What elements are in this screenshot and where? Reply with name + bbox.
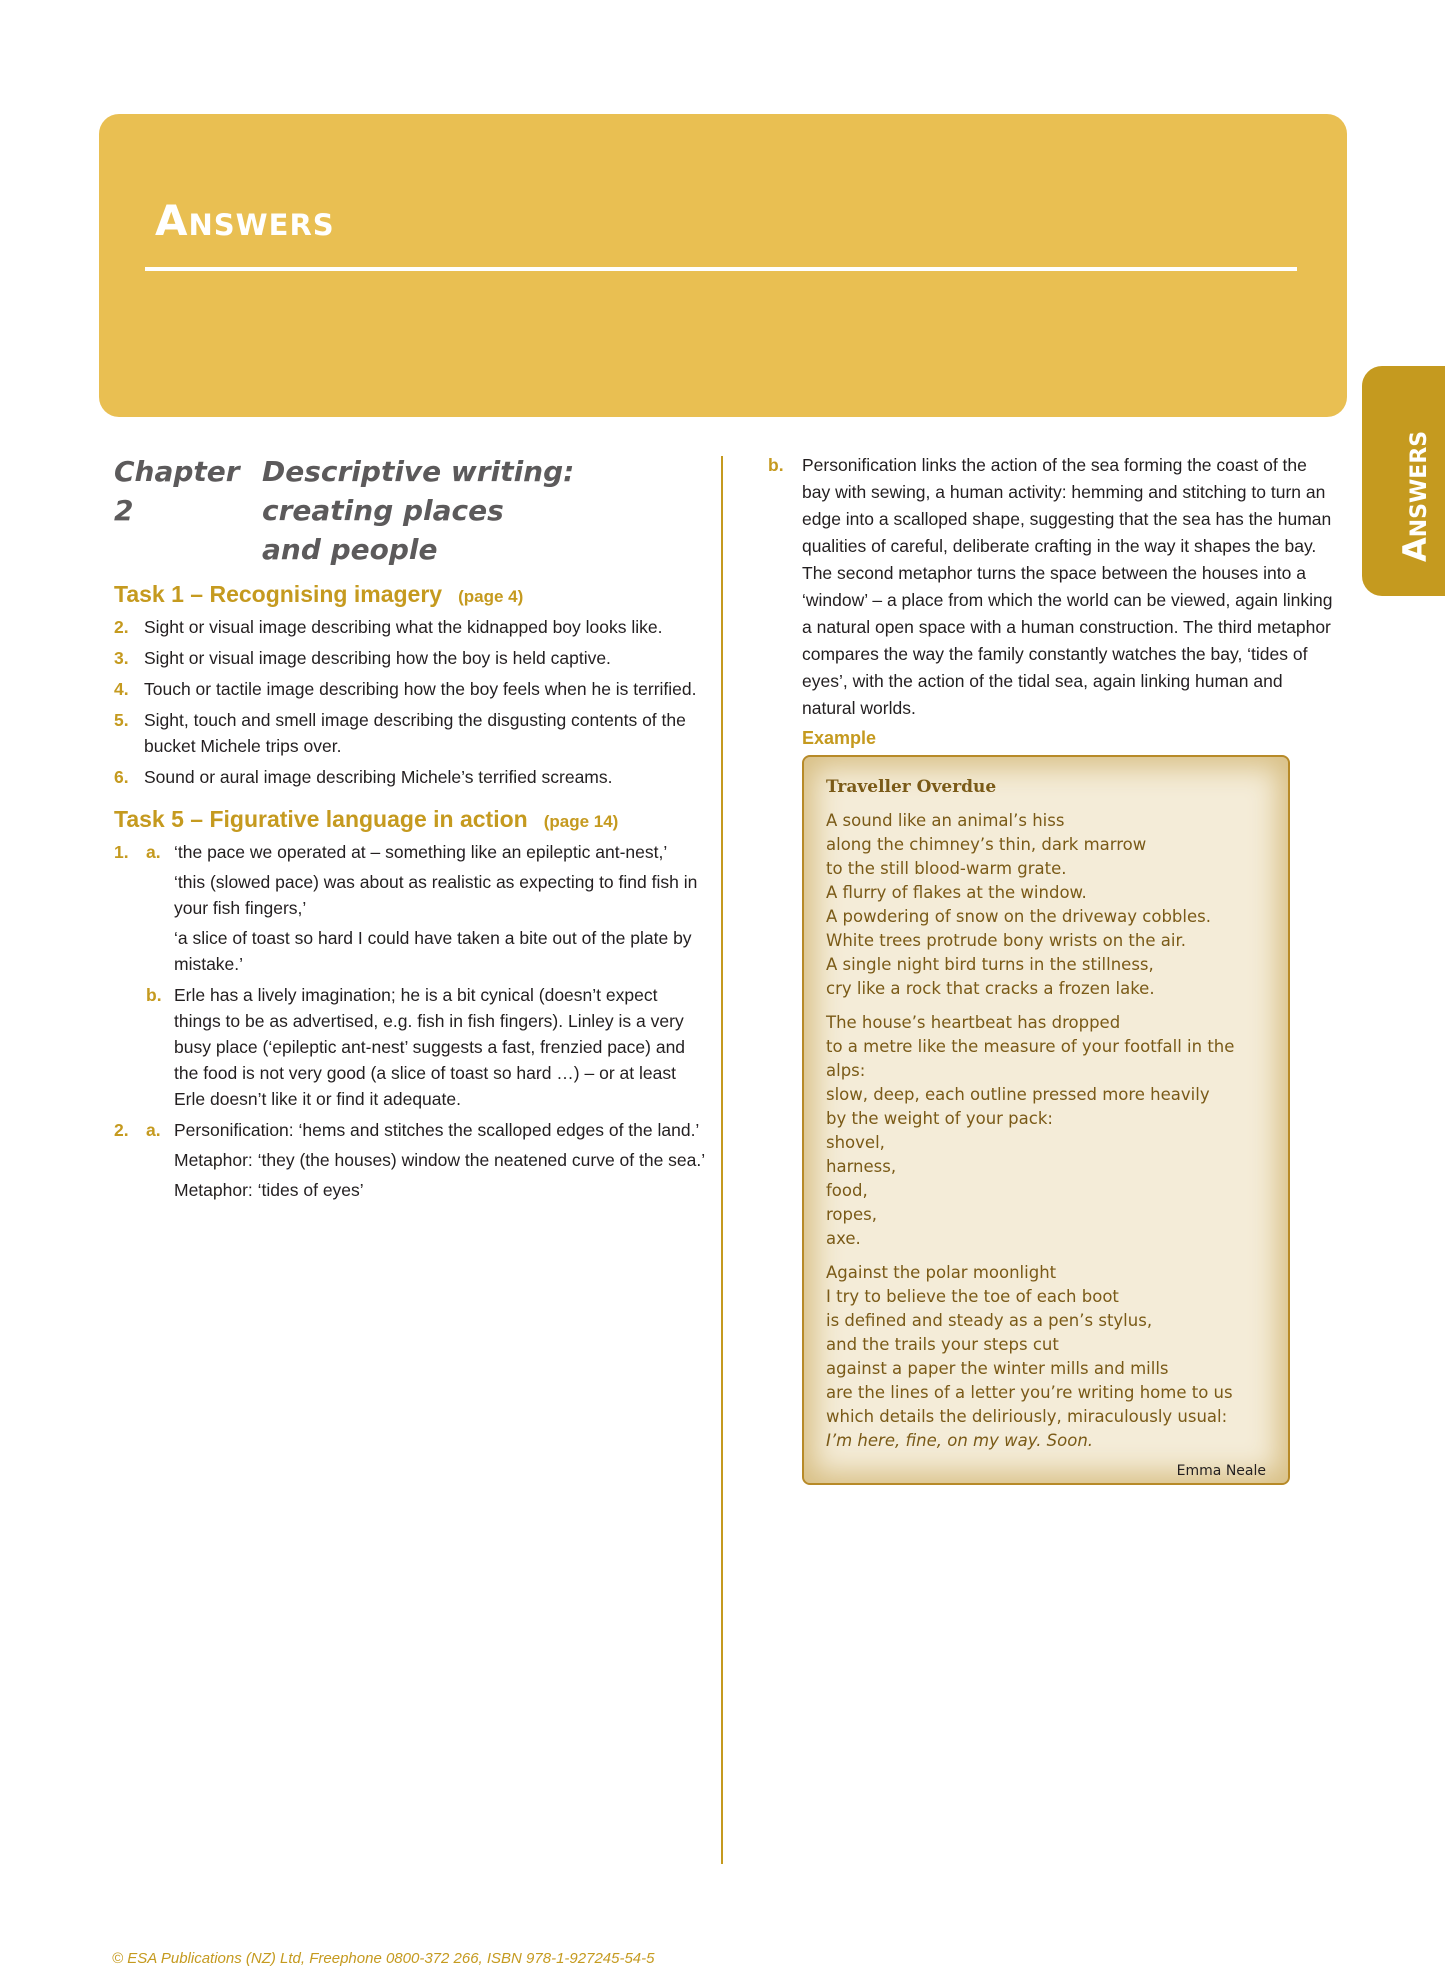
item-text: Personification: ‘hems and stitches the scalloped edges of the land.’	[174, 1120, 700, 1140]
poem-line: food,	[826, 1181, 868, 1200]
task5-heading	[114, 806, 708, 833]
poem-stanza-2	[826, 1011, 1266, 1251]
chapter-title-line1: Descriptive writing: creating places	[262, 455, 575, 527]
poem-line: A powdering of snow on the driveway cobbles.	[826, 907, 1211, 926]
poem-last-line: I’m here, fine, on my way. Soon.	[826, 1431, 1094, 1450]
side-tab-label: Answers	[1396, 430, 1434, 562]
task5-title: Task 5 – Figurative language in action	[114, 806, 528, 832]
list-item	[114, 982, 708, 1112]
poem-title: Traveller Overdue	[826, 777, 997, 797]
poem-line: by the weight of your pack:	[826, 1109, 1053, 1128]
item-text: Sight, touch and smell image describing the disgusting contents of the bucket Michele trips over.	[144, 710, 686, 756]
item-text: ‘a slice of toast so hard I could have taken a bite out of the plate by mistake.’	[174, 928, 692, 974]
task5-page: (page 14)	[543, 812, 619, 831]
item-letter: a.	[146, 842, 161, 862]
item-text: Touch or tactile image describing how the boy feels when he is terrified.	[144, 679, 697, 699]
answers-banner	[99, 114, 1347, 417]
chapter-title	[262, 452, 708, 569]
item-text: Metaphor: ‘tides of eyes’	[174, 1180, 364, 1200]
chapter-title-line2: and people	[262, 533, 438, 566]
item-number: 5.	[114, 710, 129, 730]
poem-line: shovel,	[826, 1133, 885, 1152]
item-number: 6.	[114, 767, 129, 787]
list-item	[114, 676, 708, 702]
poem-line: I try to believe the toe of each boot	[826, 1287, 1119, 1306]
item-text: Erle has a lively imagination; he is a bit cynical (doesn’t expect things to be as advertised, e.g. fish in fish fingers). Linley is a very busy place (‘epileptic ant-nest’ suggests a fast, frenzied pace) and the food is not very good (a slice of toast so hard …) – or at least Erle doesn’t like it or find it adequate.	[174, 985, 686, 1109]
list-item	[114, 764, 708, 790]
item-letter: b.	[146, 985, 162, 1005]
item-text: Sound or aural image describing Michele’s terrified screams.	[144, 767, 613, 787]
poem-line: which details the deliriously, miraculously usual:	[826, 1407, 1228, 1426]
poem-line: cry like a rock that cracks a frozen lake.	[826, 979, 1155, 998]
footer-copyright: © ESA Publications (NZ) Ltd, Freephone 0800-372 266, ISBN 978-1-927245-54-5	[112, 1950, 655, 1967]
banner-rule	[145, 267, 1297, 271]
list-item	[768, 452, 1333, 722]
task1-heading	[114, 581, 708, 608]
poem-line: Against the polar moonlight	[826, 1263, 1057, 1282]
poem-line: slow, deep, each outline pressed more heavily	[826, 1085, 1210, 1104]
list-item	[114, 1117, 708, 1203]
poem-line: and the trails your steps cut	[826, 1335, 1059, 1354]
left-column	[114, 452, 708, 1208]
item-text: ‘this (slowed pace) was about as realistic as expecting to find fish in your fish fingers,’	[174, 872, 698, 918]
poem-line: are the lines of a letter you’re writing home to us	[826, 1383, 1233, 1402]
list-item	[114, 645, 708, 671]
item-number: 3.	[114, 648, 129, 668]
list-item	[114, 839, 708, 977]
poem-line: White trees protrude bony wrists on the air.	[826, 931, 1186, 950]
poem-line: along the chimney’s thin, dark marrow	[826, 835, 1147, 854]
poem-line: The house’s heartbeat has dropped	[826, 1013, 1121, 1032]
chapter-number: Chapter 2	[114, 455, 240, 527]
item-number: 2.	[114, 1120, 129, 1140]
poem-line: is defined and steady as a pen’s stylus,	[826, 1311, 1153, 1330]
item-number: 2.	[114, 617, 129, 637]
poem-line: A single night bird turns in the stillness,	[826, 955, 1154, 974]
item-number: 1.	[114, 842, 129, 862]
poem-line: harness,	[826, 1157, 897, 1176]
item-letter: a.	[146, 1120, 161, 1140]
poem-line: to a metre like the measure of your footfall in the alps:	[826, 1037, 1235, 1080]
item-text: Sight or visual image describing what the kidnapped boy looks like.	[144, 617, 663, 637]
list-item	[114, 614, 708, 640]
item-letter: b.	[768, 455, 784, 475]
poem-line: to the still blood-warm grate.	[826, 859, 1067, 878]
poem-line: against a paper the winter mills and mills	[826, 1359, 1169, 1378]
example-label: Example	[802, 728, 877, 748]
poem-line: A sound like an animal’s hiss	[826, 811, 1065, 830]
banner-title: Answers	[155, 196, 335, 245]
right-column	[768, 452, 1333, 1485]
poem-line: ropes,	[826, 1205, 877, 1224]
item-number: 4.	[114, 679, 129, 699]
column-divider	[721, 456, 723, 1864]
item-text: Metaphor: ‘they (the houses) window the neatened curve of the sea.’	[174, 1150, 706, 1170]
poem-line: axe.	[826, 1229, 861, 1248]
item-text: Personification links the action of the sea forming the coast of the bay with sewing, a human activity: hemming and stitching to turn an edge into a scalloped shape, suggesting that the sea has the human qualities of careful, deliberate crafting in the way it shapes the bay. The second metaphor turns the space between the houses into a ‘window’ – a place from which the world can be viewed, again linking a natural open space with a human construction. The third metaphor compares the way the family constantly watches the bay, ‘tides of eyes’, with the action of the tidal sea, again linking human and natural worlds.	[802, 455, 1333, 718]
item-text: Sight or visual image describing how the boy is held captive.	[144, 648, 611, 668]
poem-line: A flurry of flakes at the window.	[826, 883, 1087, 902]
item-text: ‘the pace we operated at – something like an epileptic ant-nest,’	[174, 842, 668, 862]
side-tab	[1362, 366, 1445, 596]
task1-title: Task 1 – Recognising imagery	[114, 581, 443, 607]
poem-box	[802, 755, 1290, 1485]
poem-stanza-3	[826, 1261, 1266, 1453]
task1-page: (page 4)	[458, 587, 524, 606]
poem-stanza-1	[826, 809, 1266, 1001]
chapter-heading	[114, 452, 708, 569]
list-item	[114, 707, 708, 759]
poem-author: Emma Neale	[1176, 1463, 1266, 1479]
